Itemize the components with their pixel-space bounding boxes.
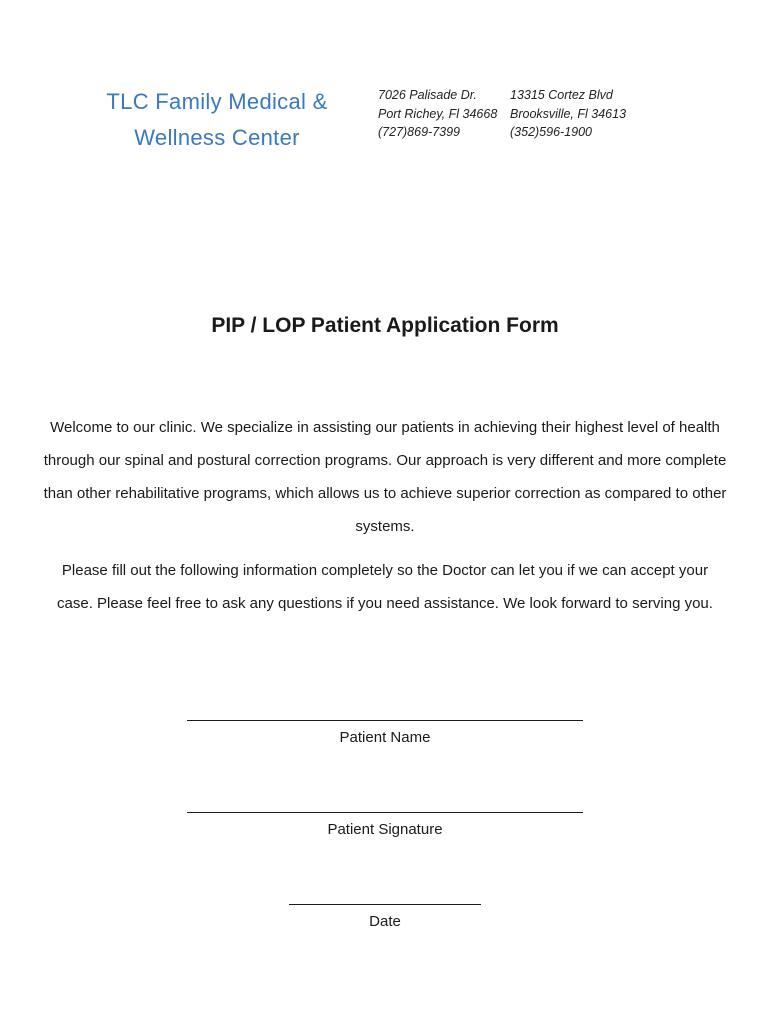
address-phone: (352)596-1900 bbox=[510, 125, 593, 139]
date-field bbox=[0, 904, 770, 930]
address-phone: (727)869-7399 bbox=[378, 125, 461, 139]
patient-signature-field bbox=[0, 812, 770, 838]
clinic-name-line2: Wellness Center bbox=[134, 125, 300, 150]
address-street: 7026 Palisade Dr. bbox=[378, 88, 477, 102]
instructions-paragraph: Please fill out the following information completely so the Doctor can let you if we can accept your case. Please feel free to ask any questions if you need assistance. We look forward to serving you. bbox=[57, 562, 713, 612]
address-city: Brooksville, Fl 34613 bbox=[510, 106, 627, 121]
address-street: 13315 Cortez Blvd bbox=[510, 88, 613, 102]
date-line[interactable] bbox=[289, 904, 481, 905]
clinic-logo bbox=[82, 84, 352, 156]
form-title: PIP / LOP Patient Application Form bbox=[211, 314, 559, 337]
patient-name-field bbox=[0, 720, 770, 746]
patient-signature-label: Patient Signature bbox=[327, 821, 443, 838]
patient-signature-line[interactable] bbox=[187, 812, 583, 813]
date-label: Date bbox=[369, 913, 401, 930]
welcome-paragraph: Welcome to our clinic. We specialize in assisting our patients in achieving their highest level of health through our spinal and postural correction programs. Our approach is very different and more complete than other rehabilitative programs, which allows us to achieve superior correction as compared to other systems. bbox=[43, 419, 727, 535]
address-port-richey bbox=[378, 86, 497, 142]
address-city: Port Richey, Fl 34668 bbox=[378, 106, 498, 121]
patient-name-line[interactable] bbox=[187, 720, 583, 721]
address-brooksville bbox=[510, 86, 626, 142]
patient-name-label: Patient Name bbox=[339, 729, 431, 746]
clinic-name-line1: TLC Family Medical & bbox=[106, 89, 328, 114]
